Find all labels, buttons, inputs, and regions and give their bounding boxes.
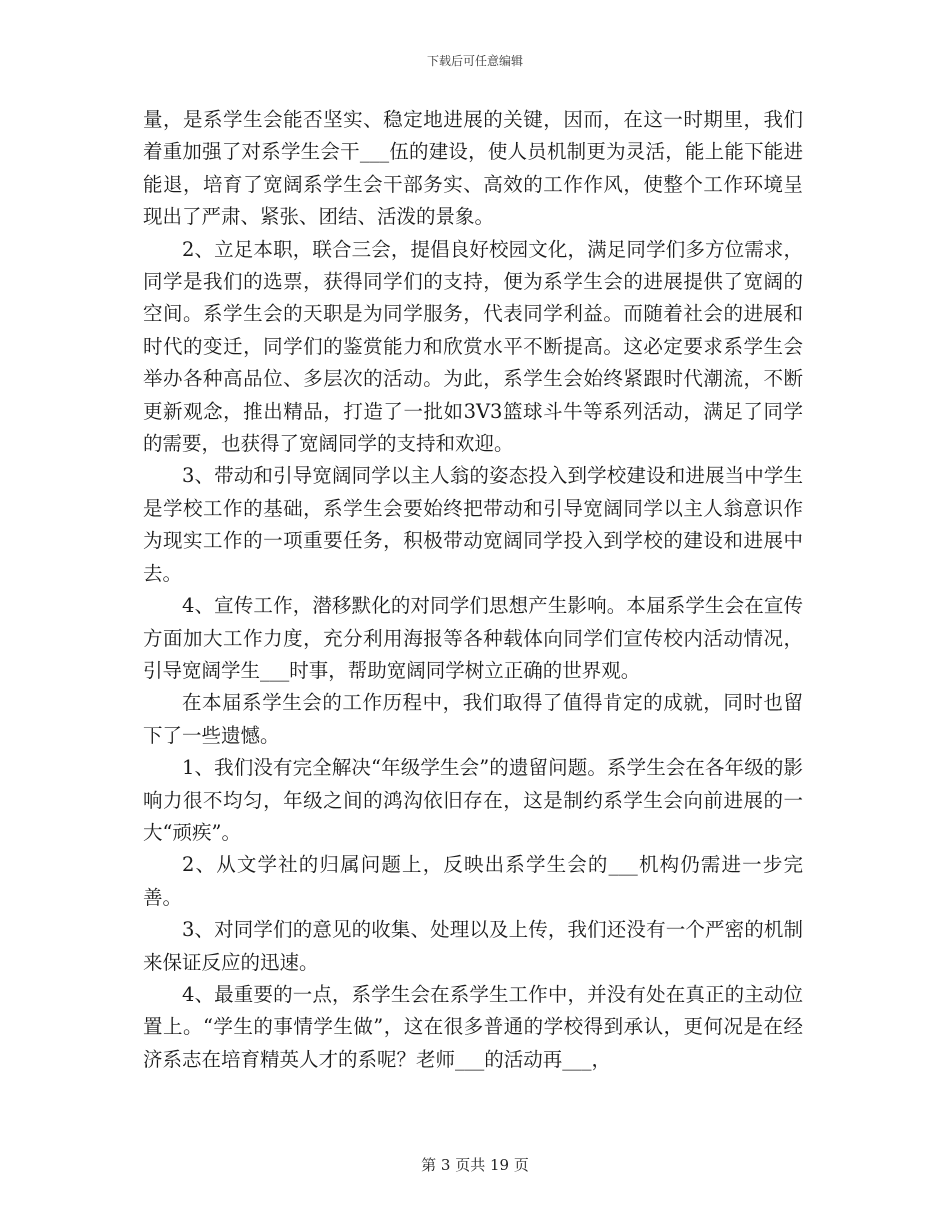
- paragraph: 2、从文学社的归属问题上，反映出系学生会的___机构仍需进一步完善。: [143, 853, 803, 909]
- paragraph: 3、带动和引导宽阔同学以主人翁的姿态投入到学校建设和进展当中学生是学校工作的基础，系学生会要始终把带动和引导宽阔同学以主人翁意识作为现实工作的一项重要任务，积极带动宽阔同学投入到学校的建设和进展中去。: [143, 464, 803, 585]
- document-body: [143, 104, 803, 1076]
- paragraph: 2、立足本职，联合三会，提倡良好校园文化，满足同学们多方位需求，同学是我们的选票，获得同学们的支持，便为系学生会的进展提供了宽阔的空间。系学生会的天职是为同学服务，代表同学利益。而随着社会的进展和时代的变迁，同学们的鉴赏能力和欣赏水平不断提高。这必定要求系学生会举办各种高品位、多层次的活动。为此，系学生会始终紧跟时代潮流，不断更新观念，推出精品，打造了一批如3V3篮球斗牛等系列活动，满足了同学的需要，也获得了宽阔同学的支持和欢迎。: [143, 237, 803, 456]
- page-header: 下载后可任意编辑: [426, 54, 523, 68]
- page-footer: 第 3 页共 19 页: [421, 1156, 529, 1174]
- paragraph: 1、我们没有完全解决“年级学生会”的遗留问题。系学生会在各年级的影响力很不均匀，年级之间的鸿沟依旧存在，这是制约系学生会向前进展的一大“顽疾”。: [143, 756, 803, 844]
- paragraph: 3、对同学们的意见的收集、处理以及上传，我们还没有一个严密的机制来保证反应的迅速。: [143, 918, 803, 974]
- paragraph: 量，是系学生会能否坚实、稳定地进展的关键，因而，在这一时期里，我们着重加强了对系学生会干___伍的建设，使人员机制更为灵活，能上能下能进能退，培育了宽阔系学生会干部务实、高效的工作作风，使整个工作环境呈现出了严肃、紧张、团结、活泼的景象。: [143, 108, 803, 229]
- paragraph: 在本届系学生会的工作历程中，我们取得了值得肯定的成就，同时也留下了一些遗憾。: [143, 691, 803, 747]
- paragraph: 4、宣传工作，潜移默化的对同学们思想产生影响。本届系学生会在宣传方面加大工作力度，充分利用海报等各种载体向同学们宣传校内活动情况，引导宽阔学生___时事，帮助宽阔同学树立正确的世界观。: [143, 594, 803, 682]
- paragraph: 4、最重要的一点，系学生会在系学生工作中，并没有处在真正的主动位置上。“学生的事情学生做”，这在很多普通的学校得到承认，更何况是在经济系志在培育精英人才的系呢？老师___的活动再___，: [143, 982, 803, 1071]
